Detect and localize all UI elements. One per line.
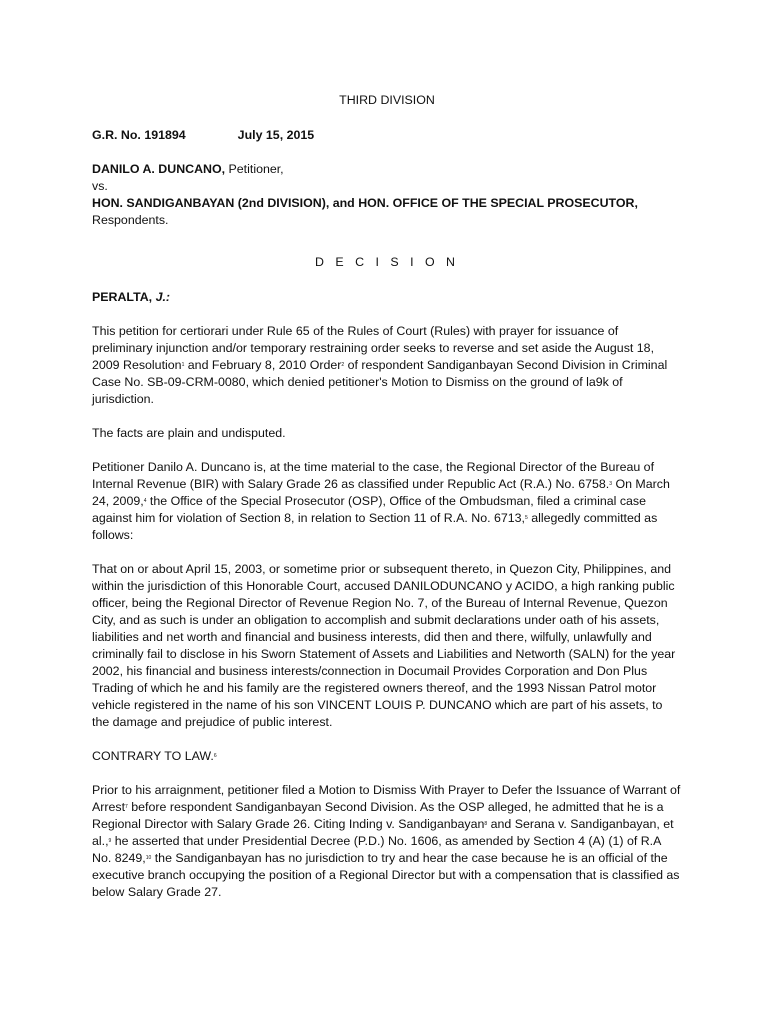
ponente-name: PERALTA,: [92, 290, 153, 304]
footnote-ref-2[interactable]: 2: [341, 362, 345, 368]
text-run: CONTRARY TO LAW.: [92, 749, 214, 763]
footnote-ref-8[interactable]: 8: [484, 821, 488, 827]
paragraph-facts: The facts are plain and undisputed.: [92, 426, 286, 440]
text-run: he asserted that under Presidential Decree (P.D.) No. 1606, as amended by Section 4 (A) (1) of R.A No. 8249,: [92, 834, 661, 865]
petitioner-name: DANILO A. DUNCANO,: [92, 162, 226, 176]
decision-title: D E C I S I O N: [315, 255, 459, 269]
case-header: [92, 127, 682, 144]
ponente-title: J.:: [155, 290, 171, 304]
petitioner-line: [92, 161, 682, 178]
decision-document: [92, 92, 682, 918]
respondents-role: Respondents.: [92, 213, 169, 227]
respondents-name: HON. SANDIGANBAYAN (2nd DIVISION), and HON. OFFICE OF THE SPECIAL PROSECUTOR,: [92, 196, 638, 210]
paragraph-petition: [92, 323, 682, 408]
paragraph-contrary-to-law: [92, 748, 682, 765]
footnote-ref-4[interactable]: 4: [143, 498, 147, 504]
text-run: the Office of the Special Prosecutor (OSP), Office of the Ombudsman, filed a criminal case against him for violation of Section 8, in relation to Section 11 of R.A. No. 6713,: [92, 494, 646, 525]
text-run: On March 24, 2009,: [92, 477, 670, 508]
paragraph-motion-to-dismiss: [92, 782, 682, 901]
footnote-ref-5[interactable]: 5: [525, 515, 528, 521]
paragraph-information: That on or about April 15, 2003, or sometime prior or subsequent thereto, in Quezon City, Philippines, and within the jurisdiction of this Honorable Court, accused DANILODUNCANO y ACIDO, a high ranking public officer, being the Regional Director of Revenue Region No. 7, of the Bureau of Internal Revenue, Quezon City, and as such is under an obligation to accomplish and submit declarations under oath of his assets, liabilities and net worth and financial and business interests, did then and there, wilfully, unlawfully and criminally fail to disclose in his Sworn Statement of Assets and Liabilities and Networth (SALN) for the year 2002, his financial and business interests/connection in Documail Provides Corporation and Don Plus Trading of which he and his family are the registered owners thereof, and the 1993 Nissan Patrol motor vehicle registered in the name of his son VINCENT LOUIS P. DUNCANO which are part of his assets, to the damage and prejudice of public interest.: [92, 562, 676, 729]
decision-date: July 15, 2015: [237, 128, 315, 142]
petitioner-role: Petitioner,: [225, 162, 284, 176]
text-run: of respondent Sandiganbayan Second Division in Criminal Case No. SB-09-CRM-0080, which denied petitioner's Motion to Dismiss on the ground of la9k of jurisdiction.: [92, 358, 668, 406]
case-parties: [92, 161, 682, 229]
footnote-ref-1[interactable]: 1: [181, 362, 185, 368]
footnote-ref-9[interactable]: 9: [108, 838, 112, 844]
versus-line: vs.: [92, 179, 108, 193]
text-run: before respondent Sandiganbayan Second Division. As the OSP alleged, he admitted that he is a Regional Director with Salary Grade 26. Citing Inding v. Sandiganbayan: [92, 800, 664, 831]
footnote-ref-3[interactable]: 3: [609, 481, 612, 487]
text-run: and Serana v. Sandiganbayan, et al.,: [92, 817, 674, 848]
text-run: Prior to his arraignment, petitioner filed a Motion to Dismiss With Prayer to Defer the Issuance of Warrant of Arrest: [92, 783, 681, 814]
paragraph-petitioner-background: [92, 459, 682, 544]
text-run: the Sandiganbayan has no jurisdiction to try and hear the case because he is an official of the executive branch occupying the position of a Regional Director but with a compensation that is classified as below Salary Grade 27.: [92, 851, 680, 899]
text-run: This petition for certiorari under Rule 65 of the Rules of Court (Rules) with prayer for issuance of preliminary injunction and/or temporary restraining order seeks to reverse and set aside the August 18, 2009 Resolution: [92, 324, 655, 372]
footnote-ref-7[interactable]: 7: [125, 804, 128, 810]
division-heading: THIRD DIVISION: [339, 93, 435, 107]
footnote-ref-6[interactable]: 6: [213, 753, 217, 759]
ponente: [92, 289, 682, 306]
text-run: allegedly committed as follows:: [92, 511, 658, 542]
gr-number: G.R. No. 191894: [92, 128, 186, 142]
text-run: Petitioner Danilo A. Duncano is, at the time material to the case, the Regional Director of the Bureau of Internal Revenue (BIR) with Salary Grade 26 as classified under Republic Act (R.A.) No. 6758.: [92, 460, 655, 491]
text-run: and February 8, 2010 Order: [184, 358, 342, 372]
footnote-ref-10[interactable]: 10: [145, 855, 152, 861]
respondents-line: [92, 195, 682, 229]
